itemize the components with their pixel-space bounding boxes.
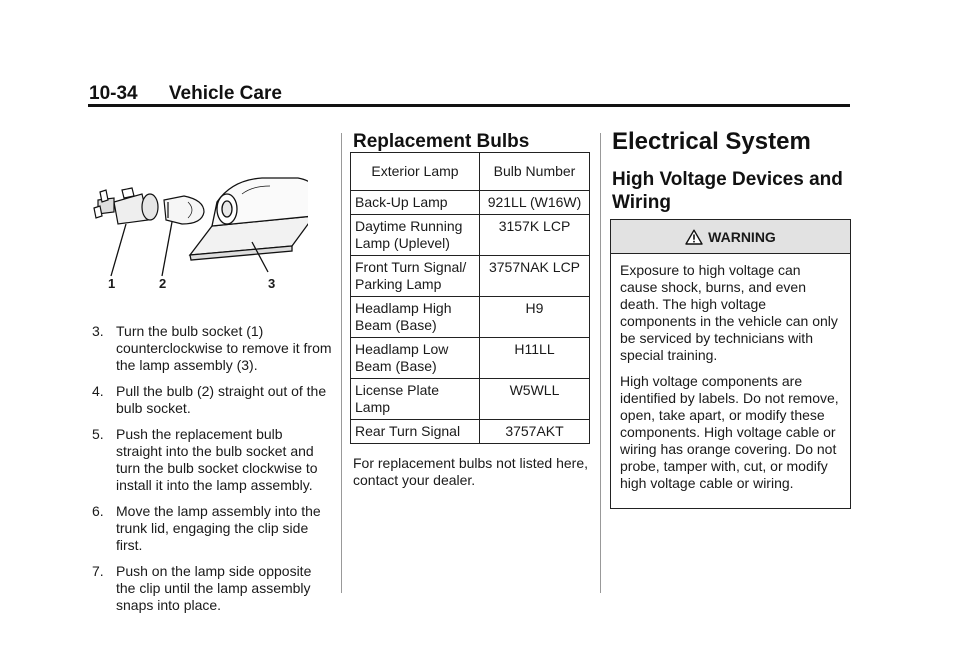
procedure-steps xyxy=(92,323,332,623)
lamp-cell: Front Turn Signal/ Parking Lamp xyxy=(351,256,480,297)
replacement-bulbs-note: For replacement bulbs not listed here, contact your dealer. xyxy=(353,455,589,488)
lamp-assembly-illustration xyxy=(92,172,308,302)
replacement-bulbs-table xyxy=(350,152,590,444)
bulb-number-cell: H11LL xyxy=(480,338,590,379)
figure-callout-3: 3 xyxy=(268,276,276,291)
table-row xyxy=(351,215,590,256)
step-text: Turn the bulb socket (1) counterclockwise to remove it from the lamp assembly (3). xyxy=(116,323,332,373)
bulb xyxy=(164,196,204,224)
lamp-cell: Headlamp Low Beam (Base) xyxy=(351,338,480,379)
step-item xyxy=(92,503,332,554)
page-header xyxy=(89,83,282,105)
lamp-cell: Daytime Running Lamp (Uplevel) xyxy=(351,215,480,256)
figure-callout-2: 2 xyxy=(159,276,167,291)
table-header-row xyxy=(351,153,590,191)
step-text: Push the replacement bulb straight into the bulb socket and turn the bulb socket clockwise to install it into the lamp assembly. xyxy=(116,426,318,493)
lamp-cell: License Plate Lamp xyxy=(351,379,480,420)
bulb-number-cell: 3757NAK LCP xyxy=(480,256,590,297)
step-number: 7. xyxy=(92,563,104,579)
column-header-exterior-lamp: Exterior Lamp xyxy=(351,153,480,191)
step-number: 4. xyxy=(92,383,104,399)
lamp-cell: Rear Turn Signal xyxy=(351,420,480,444)
bulb-number-cell: 3157K LCP xyxy=(480,215,590,256)
bulb-number-cell: W5WLL xyxy=(480,379,590,420)
step-text: Pull the bulb (2) straight out of the bulb socket. xyxy=(116,383,327,416)
warning-paragraph: Exposure to high voltage can cause shock, burns, and even death. The high voltage components in the vehicle can only be serviced by technicians with special training. xyxy=(620,262,838,363)
step-number: 5. xyxy=(92,426,104,442)
section-title: Vehicle Care xyxy=(168,83,282,104)
header-rule xyxy=(88,104,850,107)
figure-callout-1: 1 xyxy=(108,276,116,291)
lamp-housing xyxy=(190,178,308,260)
table-row xyxy=(351,256,590,297)
replacement-bulbs-heading: Replacement Bulbs xyxy=(353,131,530,152)
bulb-number-cell: H9 xyxy=(480,297,590,338)
table-row xyxy=(351,420,590,444)
step-item xyxy=(92,426,332,494)
column-divider xyxy=(600,133,601,593)
step-text: Push on the lamp side opposite the clip until the lamp assembly snaps into place. xyxy=(116,563,312,613)
warning-body xyxy=(611,254,850,492)
table-row xyxy=(351,297,590,338)
bulb-number-cell: 921LL (W16W) xyxy=(480,191,590,215)
step-item xyxy=(92,383,332,417)
step-number: 6. xyxy=(92,503,104,519)
high-voltage-subheading: High Voltage Devices and Wiring xyxy=(612,169,843,213)
step-text: Move the lamp assembly into the trunk lid, engaging the clip side first. xyxy=(116,503,321,553)
warning-paragraph: High voltage components are identified by labels. Do not remove, open, take apart, or modify these components. High voltage cable or wiring has orange covering. Do not probe, tamper with, cut, or modify high voltage cable or wiring. xyxy=(620,373,839,491)
table-row xyxy=(351,379,590,420)
step-item xyxy=(92,323,332,374)
page-number: 10-34 xyxy=(89,83,138,104)
warning-header xyxy=(611,220,850,254)
lamp-cell: Back-Up Lamp xyxy=(351,191,480,215)
column-header-bulb-number: Bulb Number xyxy=(480,153,590,191)
table-row xyxy=(351,191,590,215)
step-item xyxy=(92,563,332,614)
electrical-system-heading: Electrical System xyxy=(612,128,811,155)
lamp-cell: Headlamp High Beam (Base) xyxy=(351,297,480,338)
warning-triangle-icon xyxy=(685,229,703,245)
step-number: 3. xyxy=(92,323,104,339)
table-row xyxy=(351,338,590,379)
warning-title: WARNING xyxy=(708,228,776,245)
bulb-socket xyxy=(94,188,158,224)
column-divider xyxy=(341,133,342,593)
warning-box xyxy=(610,219,851,509)
bulb-number-cell: 3757AKT xyxy=(480,420,590,444)
